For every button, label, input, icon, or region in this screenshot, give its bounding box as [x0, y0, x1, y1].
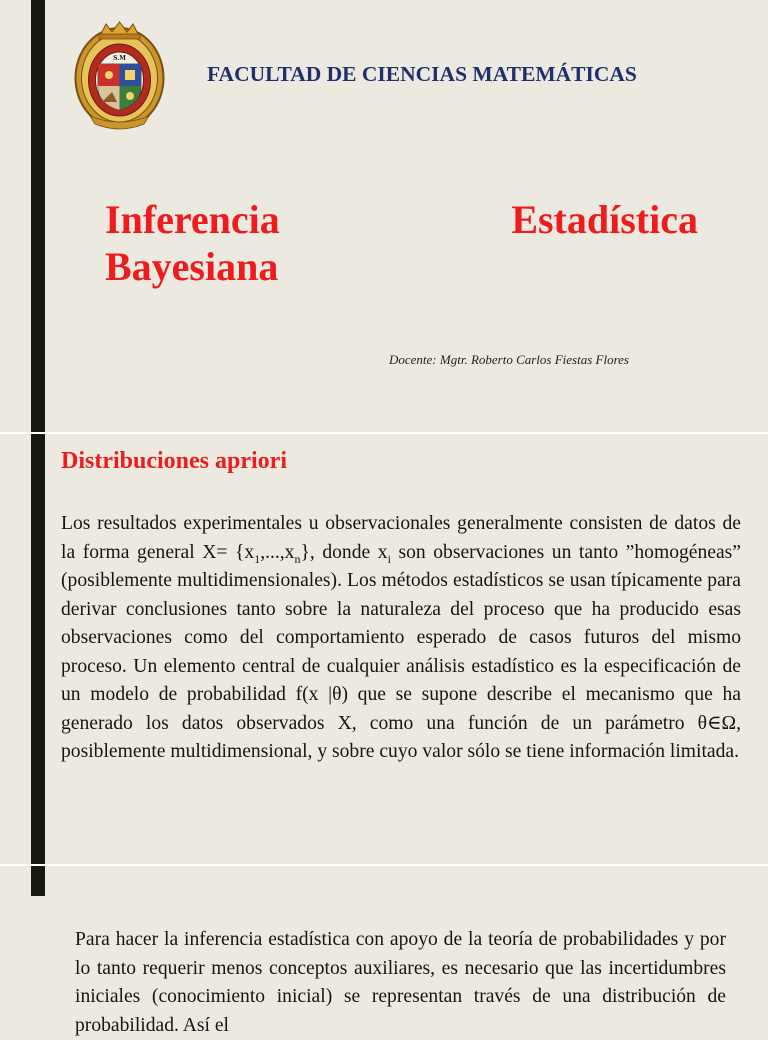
content-slide — [0, 866, 768, 1036]
university-seal-icon — [72, 20, 167, 130]
title-slide — [0, 0, 768, 432]
left-accent-bar — [31, 0, 45, 432]
section-title: Distribuciones apriori — [61, 448, 287, 474]
body-paragraph: Los resultados experimentales u observacionales generalmente consisten de datos de la forma general $X= \{x_1,...,x_n\}$, donde $x_i$ son observaciones un tanto ”homogéneas” (posiblemente multidimensionales). Los métodos estadísticos se usan típicamente para derivar conclusiones tanto sobre la naturaleza del proceso que ha producido esas observaciones como del comportamiento esperado de casos futuros del mismo proceso. Un elemento central de cualquier análisis estadístico es la especificación de un modelo de probabilidad f(x |θ) que se supone describe el mecanismo que ha generado los datos observados X, como una función de un parámetro θ∈Ω, posiblemente multidimensional, y sobre cuyo valor sólo se tiene información limitada. — [61, 513, 741, 762]
instructor-credit: Docente: Mgtr. Roberto Carlos Fiestas Flores — [389, 352, 629, 367]
body-paragraph: Para hacer la inferencia estadística con apoyo de la teoría de probabilidades y por lo tanto requerir menos conceptos auxiliares, es necesario que las incertidumbres iniciales (conocimiento inicial) se representan través de una distribución de probabilidad. Así el — [75, 929, 726, 1036]
title-word-inferencia: Inferencia — [105, 197, 280, 242]
title-word-estadistica: Estadística — [511, 197, 698, 242]
title-word-bayesiana: Bayesiana — [105, 244, 279, 289]
left-accent-bar — [31, 866, 45, 896]
content-slide — [0, 434, 768, 864]
left-accent-bar — [31, 434, 45, 864]
faculty-name: FACULTAD DE CIENCIAS MATEMÁTICAS — [207, 62, 637, 86]
svg-text:S.M: S.M — [113, 55, 126, 62]
